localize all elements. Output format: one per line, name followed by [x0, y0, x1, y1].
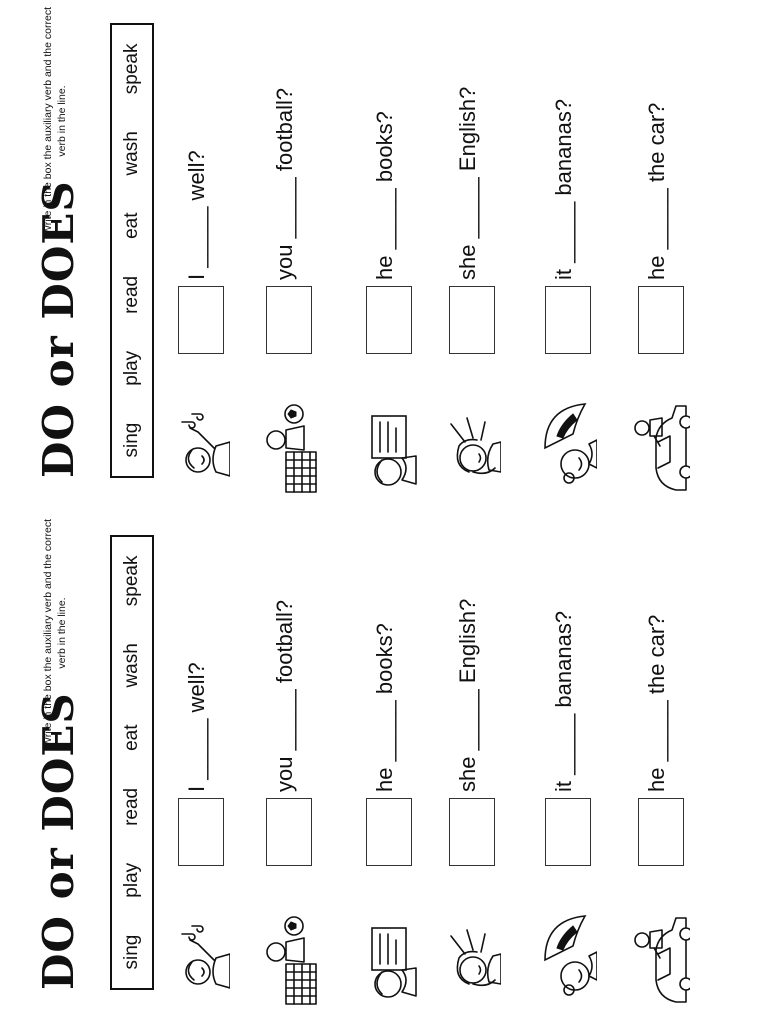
- sentence-object: football?: [272, 87, 297, 172]
- answer-box[interactable]: [449, 286, 495, 354]
- girl-speaking-icon: [443, 394, 501, 498]
- answer-blank-line[interactable]: _____: [272, 689, 297, 751]
- singing-boy-icon: [172, 394, 230, 498]
- answer-blank-line[interactable]: _____: [372, 188, 397, 250]
- exercise-sentence: [184, 150, 210, 280]
- sentence-subject: he: [644, 767, 669, 792]
- exercise-sentence: [551, 99, 577, 280]
- exercise-sentence: [455, 87, 481, 280]
- verb-sing: sing: [121, 422, 142, 458]
- verb-play: play: [121, 350, 142, 386]
- exercise-sentence: [272, 88, 298, 280]
- answer-box[interactable]: [449, 798, 495, 866]
- exercise-row: [258, 512, 318, 1024]
- sentence-object: well?: [184, 150, 209, 201]
- answer-box[interactable]: [178, 798, 224, 866]
- worksheet-title: DO or DOES: [34, 692, 83, 990]
- answer-box[interactable]: [266, 286, 312, 354]
- exercise-sentence: [644, 615, 670, 792]
- sentence-object: bananas?: [551, 98, 576, 196]
- exercise-row: [258, 0, 318, 512]
- boy-football-goal-icon: [260, 906, 318, 1010]
- sentence-subject: he: [644, 255, 669, 280]
- answer-box[interactable]: [545, 286, 591, 354]
- sentence-subject: she: [455, 244, 480, 280]
- exercise-sentence: [372, 111, 398, 280]
- boy-washing-car-icon: [632, 906, 690, 1010]
- boy-washing-car-icon: [632, 394, 690, 498]
- exercise-row: [358, 512, 418, 1024]
- instructions-text: Write in the box the auxiliary verb and the correct verb in the line.: [42, 7, 68, 236]
- exercise-row: [630, 0, 690, 512]
- verb-sing: sing: [121, 934, 142, 970]
- singing-boy-icon: [172, 906, 230, 1010]
- sentence-object: the car?: [644, 102, 669, 183]
- verb-eat: eat: [121, 724, 142, 751]
- sentence-subject: I: [184, 273, 209, 280]
- boy-reading-book-icon: [360, 394, 418, 498]
- exercise-sentence: [551, 611, 577, 792]
- worksheet-title: DO or DOES: [34, 180, 83, 478]
- exercise-row: [441, 512, 501, 1024]
- sentence-object: the car?: [644, 614, 669, 695]
- sentence-subject: he: [372, 767, 397, 792]
- answer-blank-line[interactable]: _____: [551, 713, 576, 775]
- answer-blank-line[interactable]: _____: [184, 718, 209, 780]
- verb-read: read: [121, 275, 142, 314]
- exercise-row: [358, 0, 418, 512]
- girl-speaking-icon: [443, 906, 501, 1010]
- exercise-row: [537, 512, 597, 1024]
- answer-box[interactable]: [545, 798, 591, 866]
- monkey-eating-banana-icon: [539, 906, 597, 1010]
- verb-wash: wash: [121, 643, 142, 688]
- exercise-row: [170, 512, 230, 1024]
- sentence-subject: I: [184, 785, 209, 792]
- answer-blank-line[interactable]: _____: [272, 177, 297, 239]
- verb-read: read: [121, 787, 142, 826]
- sentence-subject: you: [272, 244, 297, 280]
- exercise-sentence: [372, 623, 398, 792]
- exercise-row: [170, 0, 230, 512]
- exercise-row: [441, 0, 501, 512]
- exercise-sentence: [272, 600, 298, 792]
- sentence-object: well?: [184, 662, 209, 713]
- verb-wash: wash: [121, 131, 142, 176]
- sentence-subject: it: [551, 269, 576, 280]
- answer-blank-line[interactable]: _____: [551, 201, 576, 263]
- answer-blank-line[interactable]: _____: [372, 700, 397, 762]
- exercise-row: [537, 0, 597, 512]
- sentence-object: books?: [372, 623, 397, 695]
- verb-speak: speak: [121, 43, 142, 95]
- verb-play: play: [121, 862, 142, 898]
- sentence-object: English?: [455, 86, 480, 172]
- exercise-sentence: [644, 103, 670, 280]
- sentence-subject: she: [455, 756, 480, 792]
- verb-speak: speak: [121, 555, 142, 607]
- answer-box[interactable]: [638, 798, 684, 866]
- sentence-subject: he: [372, 255, 397, 280]
- verb-bank: [110, 535, 154, 990]
- sentence-subject: you: [272, 756, 297, 792]
- sentence-subject: it: [551, 781, 576, 792]
- answer-blank-line[interactable]: _____: [184, 206, 209, 268]
- answer-blank-line[interactable]: _____: [455, 689, 480, 751]
- boy-reading-book-icon: [360, 906, 418, 1010]
- answer-box[interactable]: [366, 286, 412, 354]
- answer-box[interactable]: [266, 798, 312, 866]
- answer-blank-line[interactable]: _____: [644, 700, 669, 762]
- verb-eat: eat: [121, 212, 142, 239]
- verb-bank: [110, 23, 154, 478]
- sentence-object: football?: [272, 599, 297, 684]
- answer-blank-line[interactable]: _____: [644, 188, 669, 250]
- answer-box[interactable]: [366, 798, 412, 866]
- sentence-object: books?: [372, 111, 397, 183]
- monkey-eating-banana-icon: [539, 394, 597, 498]
- answer-box[interactable]: [178, 286, 224, 354]
- answer-blank-line[interactable]: _____: [455, 177, 480, 239]
- answer-box[interactable]: [638, 286, 684, 354]
- boy-football-goal-icon: [260, 394, 318, 498]
- exercise-row: [630, 512, 690, 1024]
- sentence-object: English?: [455, 598, 480, 684]
- sentence-object: bananas?: [551, 610, 576, 708]
- instructions-text: Write in the box the auxiliary verb and the correct verb in the line.: [42, 519, 68, 748]
- exercise-sentence: [184, 662, 210, 792]
- exercise-sentence: [455, 599, 481, 792]
- worksheet-copy-left: [0, 512, 768, 1024]
